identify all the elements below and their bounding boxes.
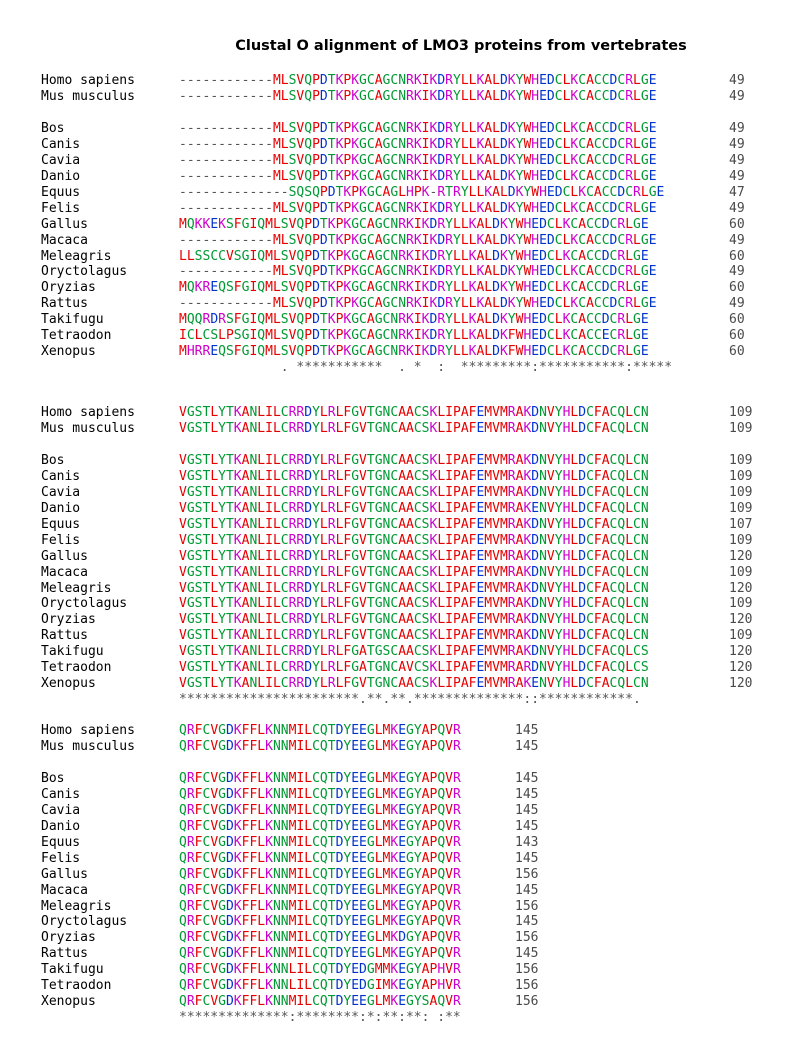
consensus-line: **************:********:*:**:**: :**	[179, 1010, 461, 1026]
sequence: VGSTLYTKANLILCRRDYLRLFGVTGNCAACSKLIPAFEMVMRAKDNVYHLDCFACQLCN	[179, 516, 649, 532]
sequence: ------------MLSVQPDTKPKGCAGCNRKIKDRYLLKALDKYWHEDCLKCACCDCRLGE	[179, 296, 657, 312]
species-name: Oryctolagus	[41, 914, 128, 930]
species-name: Takifugu	[41, 644, 104, 660]
sequence: MQKKEKSFGIQMLSVQPDTKPKGCAGCNRKIKDRYLLKALDKYWHEDCLKCACCDCRLGE	[179, 216, 649, 232]
sequence: ------------MLSVQPDTKPKGCAGCNRKIKDRYLLKALDKYWHEDCLKCACCDCRLGE	[179, 88, 657, 104]
residue-count: 60	[729, 312, 745, 328]
residue-count: 49	[729, 88, 745, 104]
sequence: QRFCVGDKFFLKNNMILCQTDYEEGLMKEGYAPQVR	[179, 946, 461, 962]
residue-count: 156	[515, 866, 539, 882]
residue-count: 120	[729, 548, 753, 564]
residue-count: 145	[515, 723, 539, 738]
page-title: Clustal O alignment of LMO3 proteins from vertebrates	[235, 38, 687, 54]
residue-count: 145	[515, 850, 539, 866]
species-name: Oryzias	[41, 280, 96, 296]
species-name: Homo sapiens	[41, 405, 135, 420]
species-name: Danio	[41, 500, 81, 516]
residue-count: 47	[729, 184, 745, 200]
species-name: Rattus	[41, 628, 88, 644]
residue-count: 156	[515, 898, 539, 914]
species-name: Meleagris	[41, 580, 112, 596]
species-name: Danio	[41, 168, 81, 184]
residue-count: 109	[729, 564, 753, 580]
sequence: MHRREQSFGIQMLSVQPDTKPKGCAGCNRKIKDRYLLKALDKFWHEDCLKCACCDCRLGE	[179, 344, 649, 360]
species-name: Bos	[41, 120, 65, 136]
residue-count: 49	[729, 232, 745, 248]
residue-count: 107	[729, 516, 753, 532]
residue-count: 156	[515, 930, 539, 946]
sequence: QRFCVGDKFFLKNNMILCQTDYEEGLMKEGYAPQVR	[179, 866, 461, 882]
residue-count: 145	[515, 818, 539, 834]
species-name: Rattus	[41, 946, 88, 962]
sequence: LLSSCCVSGIQMLSVQPDTKPKGCAGCNRKIKDRYLLKALDKYWHEDCLKCACCDCRLGE	[179, 248, 649, 264]
sequence: QRFCVGDKFFLKNNLILCQTDYEDGMMKEGYAPHVR	[179, 962, 461, 978]
sequence: QRFCVGDKFFLKNNMILCQTDYEEGLMKEGYAPQVR	[179, 898, 461, 914]
residue-count: 143	[515, 834, 539, 850]
species-name: Takifugu	[41, 962, 104, 978]
sequence: QRFCVGDKFFLKNNLILCQTDYEDGIMKEGYAPHVR	[179, 978, 461, 994]
residue-count: 109	[729, 468, 753, 484]
species-name: Tetraodon	[41, 328, 112, 344]
species-name: Canis	[41, 136, 81, 152]
species-name: Oryzias	[41, 930, 96, 946]
residue-count: 145	[515, 786, 539, 802]
sequence: QRFCVGDKFFLKNNMILCQTDYEEGLMKEGYAPQVR	[179, 818, 461, 834]
species-name: Xenopus	[41, 994, 96, 1010]
sequence: VGSTLYTKANLILCRRDYLRLFGVTGNCAACSKLIPAFEMVMRAKENVYHLDCFACQLCN	[179, 500, 649, 516]
sequence: VGSTLYTKANLILCRRDYLRLFGVTGNCAACSKLIPAFEMVMRAKDNVYHLDCFACQLCN	[179, 484, 649, 500]
sequence: VGSTLYTKANLILCRRDYLRLFGATGNCAVCSKLIPAFEMVMRARDNVYHLDCFACQLCS	[179, 660, 649, 676]
sequence: VGSTLYTKANLILCRRDYLRLFGVTGNCAACSKLIPAFEMVMRAKDNVYHLDCFACQLCN	[179, 628, 649, 644]
species-name: Cavia	[41, 484, 81, 500]
sequence: ICLCSLPSGIQMLSVQPDTKPKGCAGCNRKIKDRYLLKALDKFWHEDCLKCACCECRLGE	[179, 328, 649, 344]
sequence: MQQRDRSFGIQMLSVQPDTKPKGCAGCNRKIKDRYLLKALDKYWHEDCLKCACCDCRLGE	[179, 312, 649, 328]
residue-count: 120	[729, 612, 753, 628]
species-name: Bos	[41, 452, 65, 468]
sequence: --------------SQSQPDTKPKGCAGLHPK-RTRYLLKALDKYWHEDCLKCACCDCRLGE	[179, 184, 665, 200]
residue-count: 109	[729, 405, 753, 420]
sequence: QRFCVGDKFFLKNNMILCQTDYEEGLMKEGYAPQVR	[179, 802, 461, 818]
residue-count: 109	[729, 596, 753, 612]
species-name: Oryctolagus	[41, 596, 128, 612]
species-name: Macaca	[41, 882, 88, 898]
species-name: Gallus	[41, 866, 88, 882]
species-name: Meleagris	[41, 898, 112, 914]
species-name: Macaca	[41, 232, 88, 248]
residue-count: 145	[515, 946, 539, 962]
residue-count: 60	[729, 344, 745, 360]
sequence: VGSTLYTKANLILCRRDYLRLFGVTGNCAACSKLIPAFEMVMRAKDNVYHLDCFACQLCN	[179, 532, 649, 548]
residue-count: 120	[729, 660, 753, 676]
residue-count: 49	[729, 136, 745, 152]
sequence: ------------MLSVQPDTKPKGCAGCNRKIKDRYLLKALDKYWHEDCLKCACCDCRLGE	[179, 232, 657, 248]
species-name: Meleagris	[41, 248, 112, 264]
sequence: QRFCVGDKFFLKNNMILCQTDYEEGLMKEGYAPQVR	[179, 738, 461, 754]
residue-count: 49	[729, 152, 745, 168]
species-name: Bos	[41, 770, 65, 786]
residue-count: 49	[729, 200, 745, 216]
residue-count: 145	[515, 914, 539, 930]
species-name: Equus	[41, 184, 81, 200]
species-name: Canis	[41, 786, 81, 802]
sequence: MQKREQSFGIQMLSVQPDTKPKGCAGCNRKIKDRYLLKALDKYWHEDCLKCACCDCRLGE	[179, 280, 649, 296]
residue-count: 145	[515, 738, 539, 754]
residue-count: 145	[515, 770, 539, 786]
sequence: VGSTLYTKANLILCRRDYLRLFGVTGNCAACSKLIPAFEMVMRAKDNVYHLDCFACQLCN	[179, 564, 649, 580]
sequence: QRFCVGDKFFLKNNMILCQTDYEEGLMKEGYAPQVR	[179, 914, 461, 930]
sequence: QRFCVGDKFFLKNNMILCQTDYEEGLMKEGYAPQVR	[179, 723, 461, 738]
species-name: Tetraodon	[41, 660, 112, 676]
sequence: VGSTLYTKANLILCRRDYLRLFGVTGNCAACSKLIPAFEMVMRAKDNVYHLDCFACQLCN	[179, 596, 649, 612]
residue-count: 120	[729, 580, 753, 596]
residue-count: 120	[729, 676, 753, 692]
species-name: Rattus	[41, 296, 88, 312]
species-name: Equus	[41, 834, 81, 850]
sequence: ------------MLSVQPDTKPKGCAGCNRKIKDRYLLKALDKYWHEDCLKCACCDCRLGE	[179, 120, 657, 136]
species-name: Danio	[41, 818, 81, 834]
sequence: VGSTLYTKANLILCRRDYLRLFGATGSCAACSKLIPAFEMVMRAKDNVYHLDCFACQLCS	[179, 644, 649, 660]
residue-count: 60	[729, 280, 745, 296]
species-name: Cavia	[41, 152, 81, 168]
consensus-line: ***********************.**.**.**************::************.	[179, 692, 641, 708]
sequence: ------------MLSVQPDTKPKGCAGCNRKIKDRYLLKALDKYWHEDCLKCACCDCRLGE	[179, 264, 657, 280]
sequence: ------------MLSVQPDTKPKGCAGCNRKIKDRYLLKALDKYWHEDCLKCACCDCRLGE	[179, 136, 657, 152]
residue-count: 145	[515, 802, 539, 818]
sequence: QRFCVGDKFFLKNNMILCQTDYEEGLMKEGYAPQVR	[179, 786, 461, 802]
species-name: Felis	[41, 200, 81, 216]
sequence: QRFCVGDKFFLKNNMILCQTDYEEGLMKEGYAPQVR	[179, 882, 461, 898]
consensus-line: . *********** . * : *********:***********:*****	[179, 360, 673, 376]
sequence: VGSTLYTKANLILCRRDYLRLFGVTGNCAACSKLIPAFEMVMRAKDNVYHLDCFACQLCN	[179, 612, 649, 628]
species-name: Felis	[41, 532, 81, 548]
residue-count: 49	[729, 264, 745, 280]
residue-count: 109	[729, 532, 753, 548]
sequence: VGSTLYTKANLILCRRDYLRLFGVTGNCAACSKLIPAFEMVMRAKDNVYHLDCFACQLCN	[179, 580, 649, 596]
sequence: QRFCVGDKFFLKNNMILCQTDYEEGLMKDGYAPQVR	[179, 930, 461, 946]
residue-count: 49	[729, 120, 745, 136]
species-name: Gallus	[41, 216, 88, 232]
sequence: VGSTLYTKANLILCRRDYLRLFGVTGNCAACSKLIPAFEMVMRAKDNVYHLDCFACQLCN	[179, 420, 649, 436]
sequence: QRFCVGDKFFLKNNMILCQTDYEEGLMKEGYAPQVR	[179, 850, 461, 866]
residue-count: 109	[729, 484, 753, 500]
residue-count: 156	[515, 962, 539, 978]
species-name: Macaca	[41, 564, 88, 580]
species-name: Tetraodon	[41, 978, 112, 994]
sequence: ------------MLSVQPDTKPKGCAGCNRKIKDRYLLKALDKYWHEDCLKCACCDCRLGE	[179, 200, 657, 216]
sequence: ------------MLSVQPDTKPKGCAGCNRKIKDRYLLKALDKYWHEDCLKCACCDCRLGE	[179, 168, 657, 184]
residue-count: 109	[729, 628, 753, 644]
species-name: Oryctolagus	[41, 264, 128, 280]
residue-count: 60	[729, 216, 745, 232]
sequence: VGSTLYTKANLILCRRDYLRLFGVTGNCAACSKLIPAFEMVMRAKDNVYHLDCFACQLCN	[179, 452, 649, 468]
residue-count: 109	[729, 500, 753, 516]
species-name: Mus musculus	[41, 88, 135, 104]
residue-count: 109	[729, 420, 753, 436]
residue-count: 156	[515, 994, 539, 1010]
species-name: Mus musculus	[41, 738, 135, 754]
species-name: Oryzias	[41, 612, 96, 628]
species-name: Felis	[41, 850, 81, 866]
sequence: QRFCVGDKFFLKNNMILCQTDYEEGLMKEGYAPQVR	[179, 770, 461, 786]
residue-count: 120	[729, 644, 753, 660]
species-name: Takifugu	[41, 312, 104, 328]
species-name: Homo sapiens	[41, 723, 135, 738]
residue-count: 49	[729, 296, 745, 312]
species-name: Xenopus	[41, 344, 96, 360]
species-name: Cavia	[41, 802, 81, 818]
residue-count: 156	[515, 978, 539, 994]
species-name: Equus	[41, 516, 81, 532]
residue-count: 49	[729, 73, 745, 88]
sequence: VGSTLYTKANLILCRRDYLRLFGVTGNCAACSKLIPAFEMVMRAKENVYHLDCFACQLCN	[179, 676, 649, 692]
sequence: QRFCVGDKFFLKNNMILCQTDYEEGLMKEGYSAQVR	[179, 994, 461, 1010]
residue-count: 145	[515, 882, 539, 898]
species-name: Gallus	[41, 548, 88, 564]
sequence: VGSTLYTKANLILCRRDYLRLFGVTGNCAACSKLIPAFEMVMRAKDNVYHLDCFACQLCN	[179, 468, 649, 484]
residue-count: 49	[729, 168, 745, 184]
species-name: Canis	[41, 468, 81, 484]
residue-count: 60	[729, 328, 745, 344]
residue-count: 60	[729, 248, 745, 264]
sequence: VGSTLYTKANLILCRRDYLRLFGVTGNCAACSKLIPAFEMVMRAKDNVYHLDCFACQLCN	[179, 405, 649, 420]
residue-count: 109	[729, 452, 753, 468]
sequence: ------------MLSVQPDTKPKGCAGCNRKIKDRYLLKALDKYWHEDCLKCACCDCRLGE	[179, 73, 657, 88]
sequence: ------------MLSVQPDTKPKGCAGCNRKIKDRYLLKALDKYWHEDCLKCACCDCRLGE	[179, 152, 657, 168]
species-name: Homo sapiens	[41, 73, 135, 88]
sequence: VGSTLYTKANLILCRRDYLRLFGVTGNCAACSKLIPAFEMVMRAKDNVYHLDCFACQLCN	[179, 548, 649, 564]
sequence: QRFCVGDKFFLKNNMILCQTDYEEGLMKEGYAPQVR	[179, 834, 461, 850]
species-name: Xenopus	[41, 676, 96, 692]
species-name: Mus musculus	[41, 420, 135, 436]
